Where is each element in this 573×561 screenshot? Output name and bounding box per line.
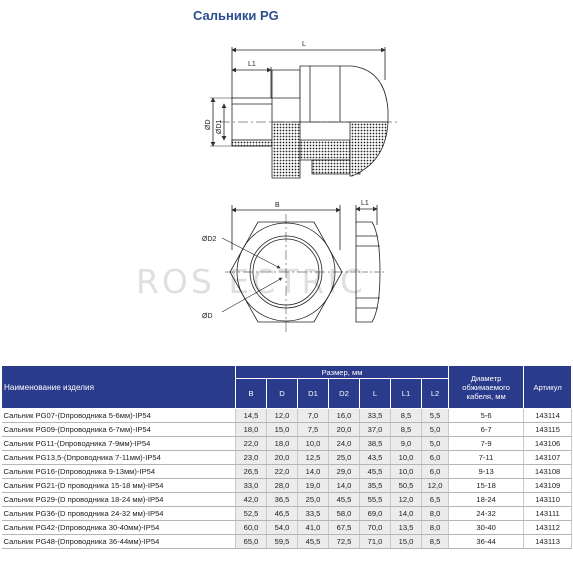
- cell-article: 143109: [524, 479, 572, 493]
- cell-article: 143115: [524, 423, 572, 437]
- header-D: D: [267, 379, 298, 409]
- cell-L1: 15,0: [391, 535, 422, 549]
- cell-article: 143112: [524, 521, 572, 535]
- cell-D1: 14,0: [298, 465, 329, 479]
- cell-D2: 45,5: [329, 493, 360, 507]
- table-row: [2, 409, 572, 423]
- cell-L2: 5,0: [422, 423, 449, 437]
- cell-L1: 14,0: [391, 507, 422, 521]
- cell-L: 55,5: [360, 493, 391, 507]
- cell-name: Сальник PG21-(D проводника 15-18 мм)-IP54: [2, 479, 236, 493]
- header-L1: L1: [391, 379, 422, 409]
- cell-L2: 8,0: [422, 521, 449, 535]
- cell-D: 22,0: [267, 465, 298, 479]
- cell-D: 59,5: [267, 535, 298, 549]
- cell-L: 45,5: [360, 465, 391, 479]
- cell-D1: 33,5: [298, 507, 329, 521]
- cell-name: Сальник PG29-(D проводника 18-24 мм)-IP54: [2, 493, 236, 507]
- table-row: [2, 507, 572, 521]
- cell-diameter: 36-44: [449, 535, 524, 549]
- table-row: [2, 479, 572, 493]
- table-row: [2, 493, 572, 507]
- cell-L2: 6,0: [422, 465, 449, 479]
- table-row: [2, 437, 572, 451]
- cell-D: 46,5: [267, 507, 298, 521]
- cell-article: 143114: [524, 409, 572, 423]
- header-article: Артикул: [524, 366, 572, 409]
- cell-name: Сальник PG13,5-(Dпроводника 7-11мм)-IP54: [2, 451, 236, 465]
- cell-D1: 12,5: [298, 451, 329, 465]
- cell-B: 65,0: [236, 535, 267, 549]
- cell-D1: 10,0: [298, 437, 329, 451]
- cell-B: 42,0: [236, 493, 267, 507]
- cell-diameter: 30-40: [449, 521, 524, 535]
- table-row: [2, 465, 572, 479]
- cell-diameter: 15-18: [449, 479, 524, 493]
- watermark: ROS ECTRIC: [136, 262, 367, 301]
- cell-D1: 41,0: [298, 521, 329, 535]
- cell-D2: 67,5: [329, 521, 360, 535]
- cell-L: 33,5: [360, 409, 391, 423]
- header-D1: D1: [298, 379, 329, 409]
- cell-D: 18,0: [267, 437, 298, 451]
- cell-B: 60,0: [236, 521, 267, 535]
- cell-L1: 8,5: [391, 423, 422, 437]
- cell-D: 15,0: [267, 423, 298, 437]
- header-name: Наименование изделия: [2, 366, 236, 409]
- header-size-group: Размер, мм: [236, 366, 449, 379]
- cell-diameter: 7-11: [449, 451, 524, 465]
- cell-L: 37,0: [360, 423, 391, 437]
- cell-diameter: 9-13: [449, 465, 524, 479]
- cell-D2: 14,0: [329, 479, 360, 493]
- cell-L: 35,5: [360, 479, 391, 493]
- cell-D2: 25,0: [329, 451, 360, 465]
- cell-article: 143111: [524, 507, 572, 521]
- cell-L: 70,0: [360, 521, 391, 535]
- dim-label-L1-side: L1: [361, 200, 369, 207]
- dim-label-D-front: ØD: [202, 313, 213, 320]
- cell-diameter: 6-7: [449, 423, 524, 437]
- cell-L2: 8,0: [422, 507, 449, 521]
- cell-D2: 20,0: [329, 423, 360, 437]
- dim-label-B: B: [275, 202, 280, 209]
- dim-label-D1: ØD1: [216, 119, 223, 134]
- dim-label-D2: ØD2: [202, 236, 217, 243]
- cell-L2: 12,0: [422, 479, 449, 493]
- cell-diameter: 18-24: [449, 493, 524, 507]
- cell-article: 143113: [524, 535, 572, 549]
- cell-name: Сальник PG48-(Dпроводника 36-44мм)-IP54: [2, 535, 236, 549]
- cell-L1: 8,5: [391, 409, 422, 423]
- cell-name: Сальник PG42-(Dпроводника 30-40мм)-IP54: [2, 521, 236, 535]
- table-row: [2, 535, 572, 549]
- spec-table: [1, 365, 572, 549]
- cell-article: 143108: [524, 465, 572, 479]
- cell-D: 20,0: [267, 451, 298, 465]
- cell-D1: 25,0: [298, 493, 329, 507]
- table-row: [2, 451, 572, 465]
- cell-D1: 45,5: [298, 535, 329, 549]
- cell-D2: 24,0: [329, 437, 360, 451]
- cell-B: 33,0: [236, 479, 267, 493]
- cell-diameter: 5-6: [449, 409, 524, 423]
- header-L: L: [360, 379, 391, 409]
- cell-L: 69,0: [360, 507, 391, 521]
- dim-label-L1: L1: [248, 61, 256, 68]
- cell-article: 143107: [524, 451, 572, 465]
- cell-L1: 13,5: [391, 521, 422, 535]
- cell-L1: 12,0: [391, 493, 422, 507]
- dim-label-L: L: [302, 41, 306, 48]
- cell-diameter: 7-9: [449, 437, 524, 451]
- cell-D: 54,0: [267, 521, 298, 535]
- cell-L1: 9,0: [391, 437, 422, 451]
- cell-D: 28,0: [267, 479, 298, 493]
- header-L2: L2: [422, 379, 449, 409]
- header-D2: D2: [329, 379, 360, 409]
- table-row: [2, 521, 572, 535]
- cell-D: 36,5: [267, 493, 298, 507]
- cell-D2: 58,0: [329, 507, 360, 521]
- cell-D2: 72,5: [329, 535, 360, 549]
- cell-B: 14,5: [236, 409, 267, 423]
- dim-label-D: ØD: [205, 119, 212, 130]
- cell-name: Сальник PG07-(Dпроводника 5-6мм)-IP54: [2, 409, 236, 423]
- cell-B: 23,0: [236, 451, 267, 465]
- cell-L2: 6,5: [422, 493, 449, 507]
- header-diameter: Диаметр обжимаемого кабеля, мм: [449, 366, 524, 409]
- table-row: [2, 423, 572, 437]
- cell-D1: 7,0: [298, 409, 329, 423]
- cell-L1: 10,0: [391, 451, 422, 465]
- cell-name: Сальник PG11-(Dпроводника 7-9мм)-IP54: [2, 437, 236, 451]
- cell-L2: 5,0: [422, 437, 449, 451]
- cell-name: Сальник PG36-(D проводника 24-32 мм)-IP54: [2, 507, 236, 521]
- cell-B: 18,0: [236, 423, 267, 437]
- cell-L1: 10,0: [391, 465, 422, 479]
- header-B: B: [236, 379, 267, 409]
- cell-name: Сальник PG09-(Dпроводника 6-7мм)-IP54: [2, 423, 236, 437]
- cell-diameter: 24-32: [449, 507, 524, 521]
- cell-D1: 19,0: [298, 479, 329, 493]
- cell-D2: 16,0: [329, 409, 360, 423]
- side-section-view: [210, 47, 400, 178]
- page-title: Сальники PG: [193, 8, 279, 23]
- spec-table-body: [2, 409, 572, 549]
- cell-L: 43,5: [360, 451, 391, 465]
- cell-L2: 8,5: [422, 535, 449, 549]
- cell-D: 12,0: [267, 409, 298, 423]
- cell-B: 22,0: [236, 437, 267, 451]
- cell-L2: 5,5: [422, 409, 449, 423]
- cell-B: 26,5: [236, 465, 267, 479]
- cell-D1: 7,5: [298, 423, 329, 437]
- cell-article: 143106: [524, 437, 572, 451]
- cell-B: 52,5: [236, 507, 267, 521]
- cell-L: 71,0: [360, 535, 391, 549]
- cell-L: 38,5: [360, 437, 391, 451]
- cell-L2: 6,0: [422, 451, 449, 465]
- cell-article: 143110: [524, 493, 572, 507]
- cell-name: Сальник PG16-(Dпроводника 9-13мм)-IP54: [2, 465, 236, 479]
- cell-L1: 50,5: [391, 479, 422, 493]
- cell-D2: 29,0: [329, 465, 360, 479]
